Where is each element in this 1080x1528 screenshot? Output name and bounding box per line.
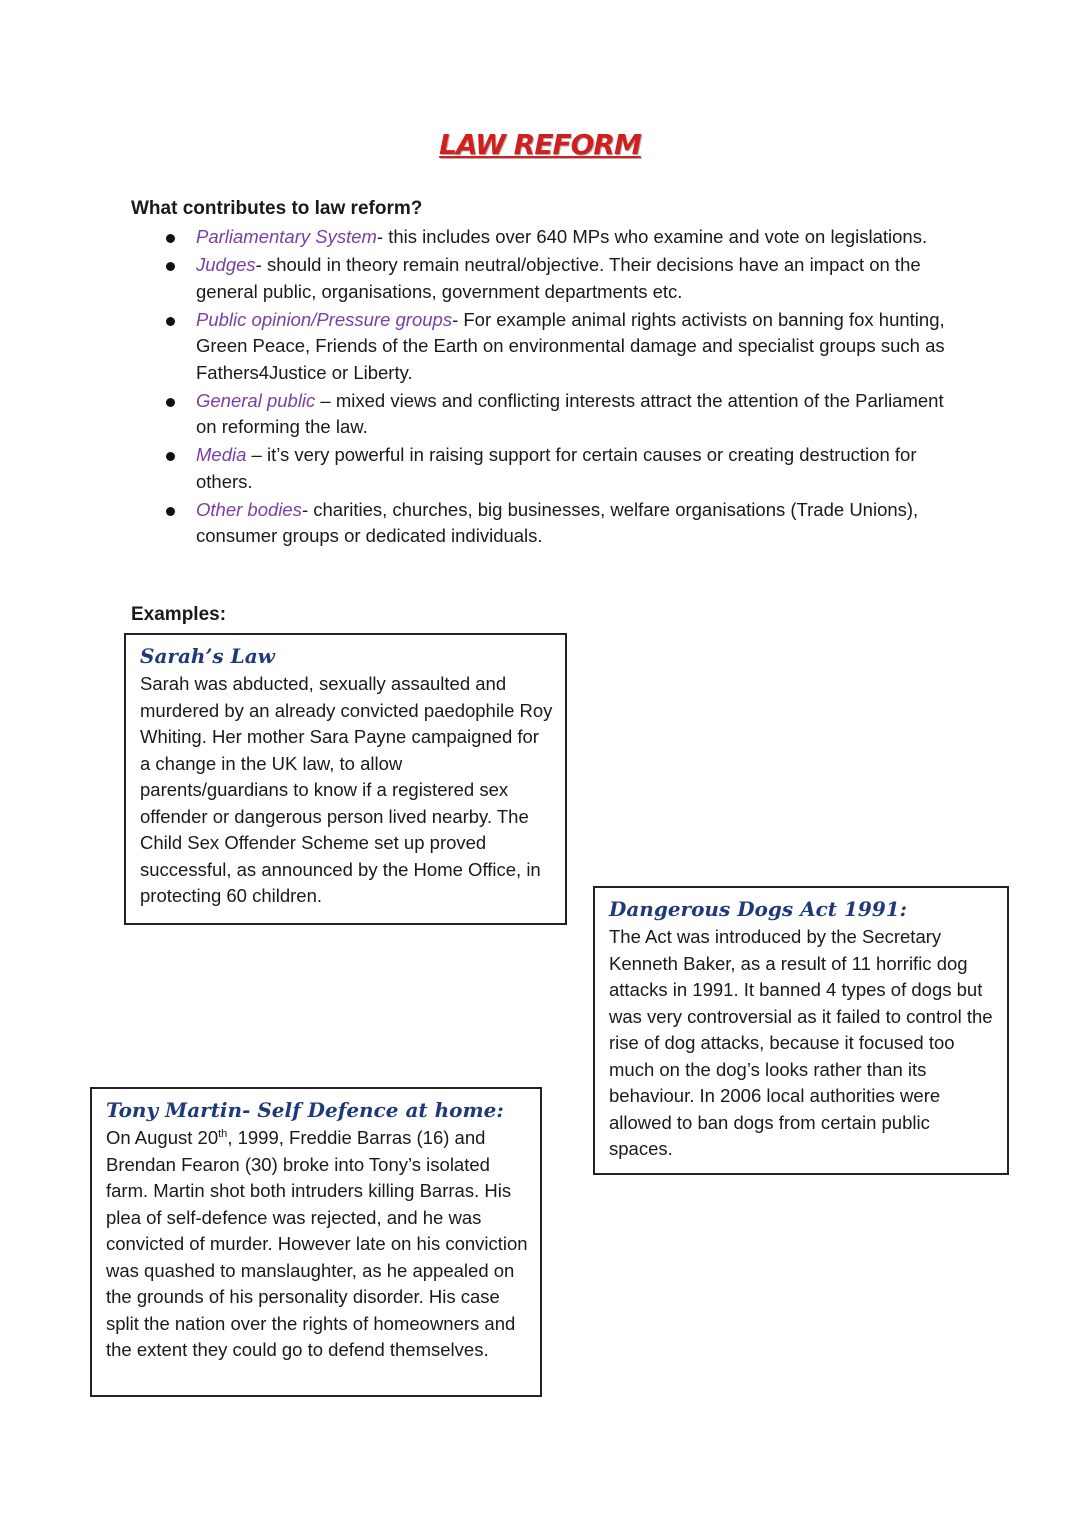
list-item-term: Judges — [196, 254, 256, 275]
bullet-icon — [166, 452, 175, 461]
list-item-text: - charities, churches, big businesses, welfare organisations (Trade Unions), consumer groups or dedicated individuals. — [196, 498, 919, 546]
list-item — [160, 388, 960, 441]
list-item-term: Other bodies — [196, 498, 302, 520]
list-item-term: Public opinion/Pressure groups — [196, 308, 453, 330]
list-item — [160, 224, 960, 251]
bullet-icon — [166, 317, 175, 326]
example-box-sarahs-law — [124, 633, 567, 925]
examples-heading: Examples: — [131, 604, 227, 625]
bullet-icon — [166, 234, 175, 243]
example-box-dangerous-dogs-act — [593, 886, 1009, 1175]
list-item — [160, 307, 960, 387]
list-item-text: – mixed views and conflicting interests attract the attention of the Parliament on reforming the law. — [196, 389, 944, 437]
list-item-term: Media — [196, 444, 247, 465]
list-item — [160, 442, 960, 495]
example-body — [106, 1125, 528, 1364]
list-item-text: – it’s very powerful in raising support for certain causes or creating destruction for others. — [196, 444, 917, 492]
list-item-term: Parliamentary System — [196, 226, 377, 247]
list-item-term: General public — [196, 389, 316, 411]
list-item-text: - should in theory remain neutral/objective. Their decisions have an impact on the general public, organisations, government departments etc. — [196, 254, 921, 302]
example-title: Tony Martin- Self Defence at home: — [106, 1098, 504, 1122]
example-body: The Act was introduced by the Secretary Kenneth Baker, as a result of 11 horrific dog attacks in 1991. It banned 4 types of dogs but was very controversial as it failed to control the rise of dog attacks, because it focused too much on the dog’s looks rather than its behaviour. In 2006 local authorities were allowed to ban dogs from certain public spaces. — [609, 926, 993, 1159]
example-body-rest: , 1999, Freddie Barras (16) and Brendan Fearon (30) broke into Tony’s isolated farm. Martin shot both intruders killing Barras. His plea of self-defence was rejected, and he was convicted of murder. However late on his conviction was quashed to manslaughter, as he appealed on the grounds of his personality disorder. His case split the nation over the rights of homeowners and the extent they could go to defend themselves. — [106, 1127, 528, 1360]
page-title: LAW REFORM — [439, 128, 641, 161]
question-heading: What contributes to law reform? — [131, 198, 423, 219]
list-item-text: - this includes over 640 MPs who examine and vote on legislations. — [376, 226, 928, 247]
bullet-icon — [166, 262, 175, 271]
example-body-start: On August 20 — [106, 1127, 219, 1148]
contributors-list — [160, 224, 960, 551]
bullet-icon — [166, 398, 175, 407]
list-item — [160, 497, 960, 550]
ordinal-suffix: th — [218, 1127, 228, 1140]
example-box-tony-martin — [90, 1087, 542, 1397]
bullet-icon — [166, 507, 175, 516]
list-item-text: - For example animal rights activists on banning fox hunting, Green Peace, Friends of the Earth on environmental damage and specialist groups such as Fathers4Justice or Liberty. — [196, 308, 945, 383]
example-body: Sarah was abducted, sexually assaulted and murdered by an already convicted paedophile Roy Whiting. Her mother Sara Payne campaigned for a change in the UK law, to allow parents/guardians to know if a registered sex offender or dangerous person lived nearby. The Child Sex Offender Scheme set up proved successful, as announced by the Home Office, in protecting 60 children. — [140, 673, 553, 906]
example-title: Sarah’s Law — [140, 644, 275, 668]
example-title: Dangerous Dogs Act 1991: — [609, 897, 908, 921]
list-item — [160, 252, 960, 305]
